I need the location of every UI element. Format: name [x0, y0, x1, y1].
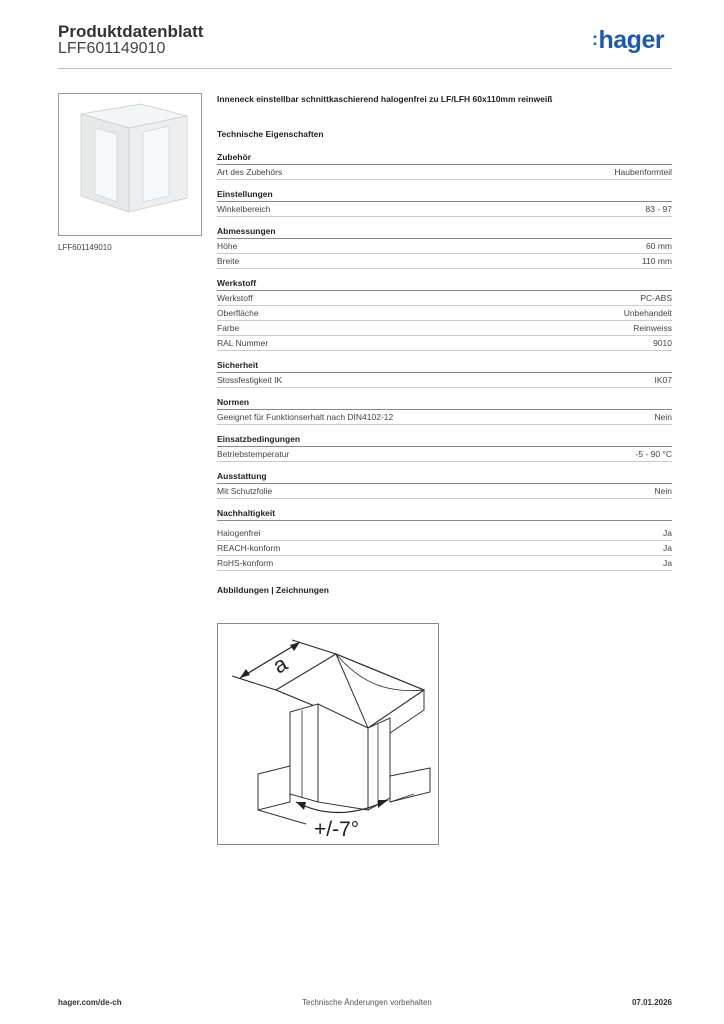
spec-row — [217, 239, 672, 254]
spec-value: PC-ABS — [640, 293, 672, 303]
spec-row — [217, 165, 672, 180]
spec-row — [217, 321, 672, 336]
hager-logo — [592, 26, 664, 55]
spec-label: Halogenfrei — [217, 528, 261, 538]
spec-value: IK07 — [654, 375, 672, 385]
spec-label: Farbe — [217, 323, 240, 333]
spec-section — [217, 434, 672, 462]
spec-section — [217, 508, 672, 571]
corner-piece-thumbnail-icon — [59, 94, 201, 235]
logo-text: hager — [598, 26, 665, 54]
spec-label: Stossfestigkeit IK — [217, 375, 283, 385]
logo-dots-icon: : — [592, 29, 598, 49]
spec-label: Werkstoff — [217, 293, 253, 303]
spec-label: Geeignet für Funktionserhalt nach DIN4102-12 — [217, 412, 394, 422]
spec-row — [217, 306, 672, 321]
spec-value: Ja — [663, 558, 672, 568]
footer-date: 07.01.2026 — [631, 998, 672, 1007]
spec-section — [217, 397, 672, 425]
spec-label: Betriebstemperatur — [217, 449, 290, 459]
footer-notice: Technische Änderungen vorbehalten — [302, 998, 432, 1007]
spec-content — [217, 94, 672, 595]
spec-section — [217, 360, 672, 388]
section-title: Nachhaltigkeit — [217, 508, 672, 521]
section-title: Normen — [217, 397, 672, 410]
section-title: Einstellungen — [217, 189, 672, 202]
spec-value: Ja — [663, 543, 672, 553]
section-title: Ausstattung — [217, 471, 672, 484]
spec-value: -5 - 90 °C — [635, 449, 672, 459]
spec-row — [217, 410, 672, 425]
spec-label: Oberfläche — [217, 308, 259, 318]
spec-value: 110 mm — [641, 256, 672, 266]
spec-section — [217, 152, 672, 180]
spec-value: Haubenformteil — [614, 167, 672, 177]
product-code: LFF601149010 — [58, 40, 166, 57]
spec-row — [217, 373, 672, 388]
spec-section — [217, 278, 672, 351]
spec-label: Höhe — [217, 241, 238, 251]
spec-section — [217, 471, 672, 499]
section-title: Abmessungen — [217, 226, 672, 239]
spec-label: REACH-konform — [217, 543, 281, 553]
spec-row — [217, 336, 672, 351]
header-divider — [58, 68, 672, 69]
spec-value: Reinweiss — [633, 323, 672, 333]
spec-value: Nein — [654, 412, 672, 422]
dimension-label: a — [268, 650, 292, 679]
spec-label: Winkelbereich — [217, 204, 271, 214]
spec-row — [217, 526, 672, 541]
section-title: Zubehör — [217, 152, 672, 165]
spec-value: 9010 — [653, 338, 672, 348]
product-description: Inneneck einstellbar schnittkaschierend halogenfrei zu LF/LFH 60x110mm reinweiß — [217, 94, 553, 104]
page-title: Produktdatenblatt — [58, 22, 204, 41]
spec-label: Mit Schutzfolie — [217, 486, 273, 496]
product-thumbnail — [58, 93, 202, 236]
spec-label: Breite — [217, 256, 240, 266]
spec-value: Ja — [663, 528, 672, 538]
section-title: Werkstoff — [217, 278, 672, 291]
spec-value: Nein — [654, 486, 672, 496]
spec-label: Art des Zubehörs — [217, 167, 283, 177]
spec-row — [217, 541, 672, 556]
footer-url[interactable]: hager.com/de-ch — [58, 998, 122, 1007]
spec-sections — [217, 152, 672, 571]
section-title: Einsatzbedingungen — [217, 434, 672, 447]
spec-section — [217, 226, 672, 269]
spec-label: RAL Nummer — [217, 338, 269, 348]
spec-value: 83 - 97 — [645, 204, 672, 214]
spec-section — [217, 189, 672, 217]
spec-label: RoHS-konform — [217, 558, 274, 568]
spec-row — [217, 254, 672, 269]
technical-drawing — [217, 623, 439, 845]
spec-row — [217, 484, 672, 499]
figures-heading: Abbildungen | Zeichnungen — [217, 585, 329, 595]
spec-row — [217, 556, 672, 571]
spec-value: 60 mm — [646, 241, 672, 251]
angle-label: +/-7° — [314, 818, 360, 841]
spec-row — [217, 447, 672, 462]
corner-drawing-icon — [218, 624, 438, 844]
thumbnail-caption: LFF601149010 — [58, 243, 112, 252]
spec-row — [217, 291, 672, 306]
tech-heading: Technische Eigenschaften — [217, 129, 324, 139]
section-title: Sicherheit — [217, 360, 672, 373]
spec-value: Unbehandelt — [623, 308, 672, 318]
spec-row — [217, 202, 672, 217]
